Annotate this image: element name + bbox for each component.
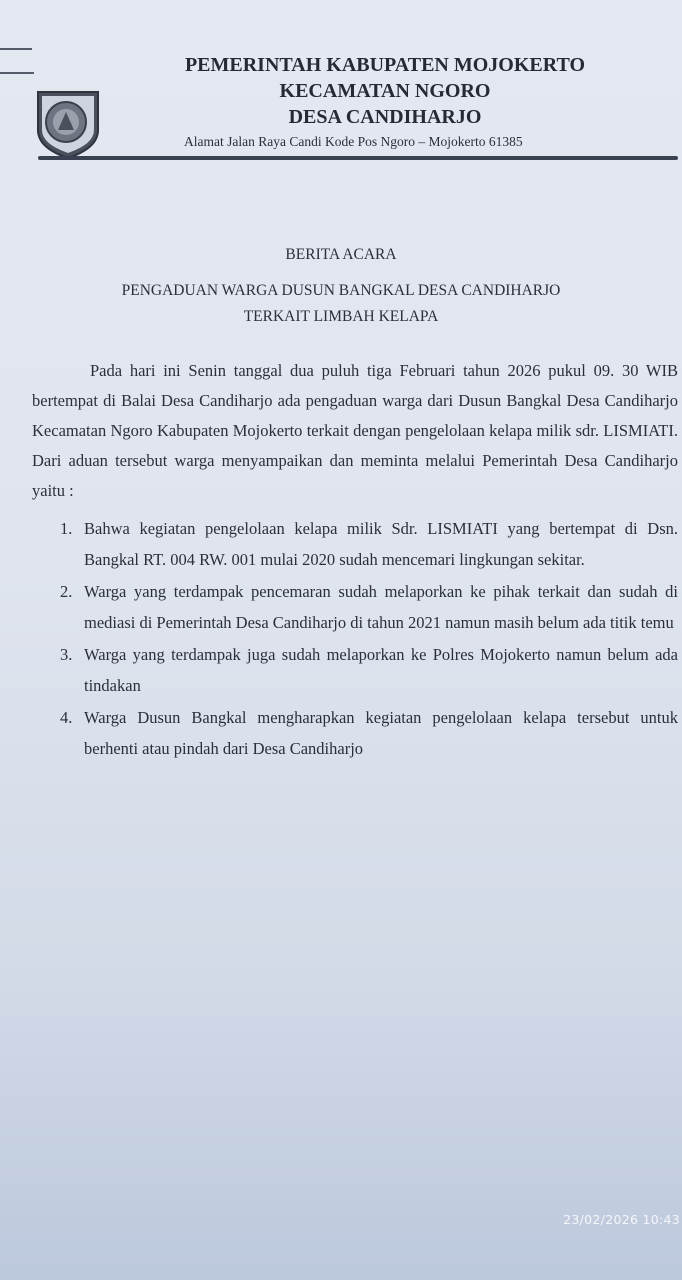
letterhead-government: PEMERINTAH KABUPATEN MOJOKERTO bbox=[184, 54, 586, 76]
letterhead-address: Alamat Jalan Raya Candi Kode Pos Ngoro – Mojokerto 61385 bbox=[184, 134, 523, 149]
item-text: Warga yang terdampak pencemaran sudah melaporkan ke pihak terkait dan sudah di mediasi di Pemerintah Desa Candiharjo di tahun 2021 namun masih belum ada titik temu bbox=[84, 582, 678, 632]
photo-timestamp: 23/02/2026 10:43 bbox=[563, 1212, 680, 1227]
letterhead-divider bbox=[38, 156, 678, 160]
document-body bbox=[32, 356, 678, 766]
item-number: 4. bbox=[60, 708, 73, 727]
list-item bbox=[32, 703, 678, 764]
item-text: Warga Dusun Bangkal mengharapkan kegiatan pengelolaan kelapa tersebut untuk berhenti atau pindah dari Desa Candiharjo bbox=[84, 708, 678, 758]
letterhead-village: DESA CANDIHARJO bbox=[288, 106, 482, 128]
letterhead-district: KECAMATAN NGORO bbox=[279, 80, 491, 102]
document-title: BERITA ACARA bbox=[285, 246, 397, 263]
complaint-list bbox=[32, 514, 678, 764]
list-item bbox=[32, 640, 678, 701]
list-item bbox=[32, 577, 678, 638]
list-item bbox=[32, 514, 678, 575]
opening-paragraph: Pada hari ini Senin tanggal dua puluh tiga Februari tahun 2026 pukul 09. 30 WIB bertempat di Balai Desa Candiharjo ada pengaduan warga dari Dusun Bangkal Desa Candiharjo Kecamatan Ngoro Kabupaten Mojokerto terkait dengan pengelolaan kelapa milik sdr. LISMIATI. Dari aduan tersebut warga menyampaikan dan meminta melalui Pemerintah Desa Candiharjo yaitu : bbox=[32, 361, 678, 500]
item-text: Bahwa kegiatan pengelolaan kelapa milik Sdr. LISMIATI yang bertempat di Dsn. Bangkal RT. 004 RW. 001 mulai 2020 sudah mencemari lingkungan sekitar. bbox=[84, 519, 678, 569]
document-subtitle: PENGADUAN WARGA DUSUN BANGKAL DESA CANDIHARJO bbox=[121, 282, 561, 299]
item-number: 1. bbox=[60, 519, 73, 538]
item-number: 3. bbox=[60, 645, 73, 664]
paper-edge-mark bbox=[0, 48, 32, 50]
paper-edge-mark bbox=[0, 72, 34, 74]
item-number: 2. bbox=[60, 582, 73, 601]
regency-emblem-icon bbox=[32, 86, 104, 160]
item-text: Warga yang terdampak juga sudah melaporkan ke Polres Mojokerto namun belum ada tindakan bbox=[84, 645, 678, 695]
document-subtitle-2: TERKAIT LIMBAH KELAPA bbox=[243, 308, 439, 325]
